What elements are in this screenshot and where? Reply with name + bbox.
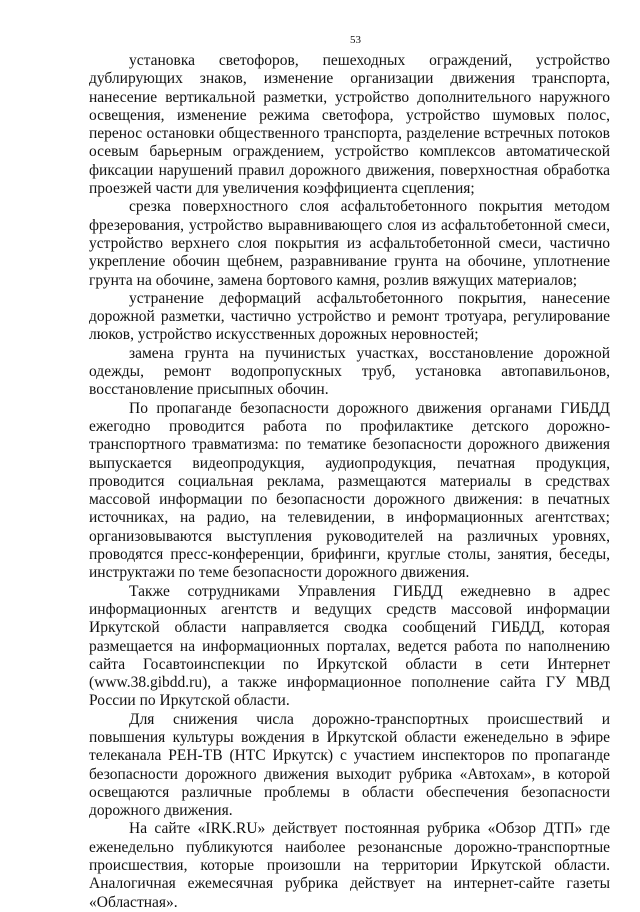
paragraph-gibdd-propaganda: По пропаганде безопасности дорожного движения органами ГИБДД ежегодно проводится работа по профилактике детского дорожно-транспортного травматизма: по тематике безопасности дорожного движения выпускается видеопродукция, аудиопродукция, печатная продукция, проводится социальная реклама, размещаются материалы в средствах массовой информации по безопасности дорожного движения: в печатных источниках, на радио, на телевидении, в информационных агентствах; организовываются выступления руководителей на различных уровнях, проводятся пресс-конференции, брифинги, круглые столы, занятия, беседы, инструктажи по теме безопасности дорожного движения. — [89, 399, 610, 582]
paragraph-traffic-safety-measures: установка светофоров, пешеходных ограждений, устройство дублирующих знаков, изменение организации движения транспорта, нанесение вертикальной разметки, устройство дополнительного наружного освещения, изменение режима светофора, устройство шумовых полос, перенос остановки общественного транспорта, разделение встречных потоков осевым барьерным ограждением, устройство комплексов автоматической фиксации нарушений правил дорожного движения, поверхностная обработка проезжей части для увеличения коэффициента сцепления; — [89, 52, 610, 198]
paragraph-irk-ru-review: На сайте «IRK.RU» действует постоянная рубрика «Обзор ДТП» где еженедельно публикуются наиболее резонансные дорожно-транспортные происшествия, которые произошли на территории Иркутской области. Аналогичная ежемесячная рубрика действует на интернет-сайте газеты «Областная». — [89, 820, 610, 911]
paragraph-soil-replacement: замена грунта на пучинистых участках, восстановление дорожной одежды, ремонт водопропускных труб, установка автопавильонов, восстановление присыпных обочин. — [89, 344, 610, 399]
paragraph-asphalt-milling: срезка поверхностного слоя асфальтобетонного покрытия методом фрезерования, устройство выравнивающего слоя из асфальтобетонной смеси, устройство верхнего слоя покрытия из асфальтобетонной смеси, частично укрепление обочин щебнем, разравнивание грунта на обочине, уплотнение грунта на обочине, замена бортового камня, розлив вяжущих материалов; — [89, 198, 610, 289]
page-number: 53 — [350, 34, 361, 46]
paragraph-gibdd-media-reports: Также сотрудниками Управления ГИБДД ежедневно в адрес информационных агентств и ведущих средств массовой информации Иркутской области направляется сводка сообщений ГИБДД, которая размещается на информационных порталах, ведется работа по наполнению сайта Госавтоинспекции по Иркутской области в сети Интернет (www.38.gibdd.ru), а также информационное пополнение сайта ГУ МВД России по Иркутской области. — [89, 582, 610, 710]
paragraph-ren-tv-autoham: Для снижения числа дорожно-транспортных происшествий и повышения культуры вождения в Иркутской области еженедельно в эфире телеканала РЕН-ТВ (НТС Иркутск) с участием инспекторов по пропаганде безопасности дорожного движения выходит рубрика «Автохам», в которой освещаются различные проблемы в области обеспечения безопасности дорожного движения. — [89, 710, 610, 820]
paragraph-deformation-repair: устранение деформаций асфальтобетонного покрытия, нанесение дорожной разметки, частично устройство и ремонт тротуара, регулирование люков, устройство искусственных дорожных неровностей; — [89, 289, 610, 344]
